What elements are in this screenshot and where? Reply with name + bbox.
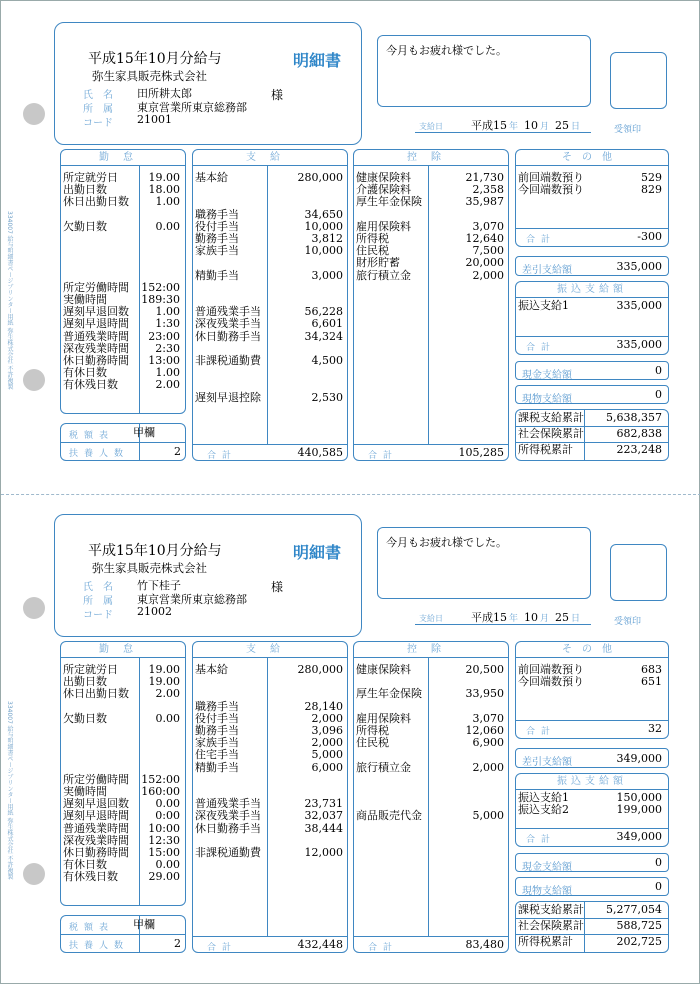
- message-box: 今月もお疲れ様でした。: [377, 35, 591, 107]
- day-unit: 日: [571, 614, 581, 624]
- attendance-value: 29.00: [148, 870, 180, 884]
- pay-year: 平成15: [471, 119, 507, 132]
- tax-box: [60, 423, 186, 461]
- attendance-label: 深夜残業時間: [63, 833, 129, 847]
- attendance-value: 0.00: [155, 797, 180, 811]
- side-print-text: 334007 給与明細書ページプリンター用紙 弥生株式会社 不許複製: [6, 701, 13, 880]
- meisai-label: 明細書: [293, 543, 342, 562]
- payments-total-label: 合計: [207, 451, 238, 461]
- payments-total-label: 合計: [207, 943, 238, 953]
- deduction-label: 厚生年金保険: [356, 195, 422, 209]
- employee-code: 21002: [137, 605, 172, 618]
- cash-pay-value: 0: [655, 364, 662, 377]
- cash-pay-label: 現金支給額: [522, 862, 572, 873]
- cumulative-value: 682,838: [616, 427, 662, 440]
- month-unit: 月: [540, 122, 550, 132]
- other-value: 529: [641, 171, 662, 184]
- transfer-label: 振込支給1: [518, 791, 569, 804]
- attendance-section: [60, 641, 186, 906]
- payments-total: 432,448: [297, 938, 343, 951]
- deductions-total-label: 合計: [368, 943, 399, 953]
- deduction-label: 所得税: [356, 724, 389, 737]
- transfer-value: 199,000: [616, 803, 662, 817]
- payslip-2: [1, 493, 700, 984]
- header-box: [54, 514, 362, 637]
- pay-date-label: 支給日: [419, 614, 443, 623]
- deduction-label: 厚生年金保険: [356, 687, 422, 701]
- attendance-value: 23:00: [148, 329, 180, 343]
- cash-pay-box: [515, 361, 669, 380]
- deduction-value: 12,060: [465, 724, 504, 737]
- payment-label: 勤務手当: [195, 724, 239, 737]
- attendance-label: 所定就労日: [63, 663, 118, 676]
- attendance-label: 遅刻早退時間: [63, 809, 129, 823]
- other-value: 651: [641, 675, 662, 689]
- payment-value: 6,601: [311, 317, 343, 331]
- code-label: コード: [83, 118, 113, 129]
- cumulative-value: 588,725: [616, 919, 662, 932]
- cash-pay-value: 0: [655, 856, 662, 869]
- payment-label: 遅刻早退控除: [195, 390, 261, 404]
- deduction-value: 21,730: [465, 171, 504, 184]
- deduction-value: 5,000: [472, 809, 504, 823]
- total-divider: [193, 444, 347, 445]
- tax-table-value: 甲欄: [133, 426, 155, 439]
- payments-header: 支給: [193, 642, 347, 658]
- deduction-label: 住民税: [356, 736, 389, 750]
- honorific: 様: [271, 88, 284, 102]
- other-label: 今回端数預り: [518, 675, 584, 689]
- pay-month: 10: [524, 611, 539, 624]
- cumulative-label: 課税支給累計: [518, 411, 584, 424]
- code-label: コード: [83, 610, 113, 621]
- deduction-value: 35,987: [465, 195, 504, 209]
- cash-pay-box: [515, 853, 669, 872]
- deduction-value: 6,900: [472, 736, 504, 750]
- payment-label: 基本給: [195, 171, 228, 184]
- other-value: 829: [641, 183, 662, 197]
- employee-code: 21001: [137, 113, 172, 126]
- dependents-value: 2: [174, 937, 181, 950]
- receipt-stamp-box: [610, 544, 667, 601]
- payment-value: 28,140: [304, 699, 343, 713]
- slip-title: 平成15年10月分給与: [88, 543, 222, 559]
- company-name: 弥生家具販売株式会社: [92, 561, 207, 575]
- pay-day: 25: [555, 119, 570, 132]
- attendance-value: 152:00: [141, 280, 180, 294]
- transfer-total-label: 合計: [526, 835, 557, 845]
- pay-date-label: 支給日: [419, 122, 443, 131]
- attendance-value: 0.00: [155, 858, 180, 872]
- receipt-label: 受領印: [614, 125, 642, 135]
- payment-value: 2,000: [311, 711, 343, 725]
- net-pay-value: 349,000: [616, 752, 662, 765]
- cumulative-value: 5,638,357: [606, 411, 662, 424]
- attendance-label: 所定労働時間: [63, 772, 129, 786]
- payment-value: 3,812: [311, 232, 343, 245]
- payment-label: 家族手当: [195, 736, 239, 750]
- net-pay-box: [515, 748, 669, 768]
- attendance-value: 1.00: [155, 195, 180, 209]
- payment-value: 34,324: [304, 329, 343, 343]
- tax-table-label: 税額表: [69, 923, 115, 933]
- deduction-label: 雇用保険料: [356, 711, 411, 725]
- attendance-label: 普通残業時間: [63, 821, 129, 835]
- attendance-label: 有休日数: [63, 366, 107, 380]
- payments-section: [192, 149, 348, 461]
- deduction-label: 商品販売代金: [356, 809, 422, 823]
- cash-pay-label: 現金支給額: [522, 370, 572, 381]
- attendance-label: 所定就労日: [63, 171, 118, 184]
- cumulative-value: 223,248: [616, 443, 662, 456]
- payment-label: 休日勤務手当: [195, 821, 261, 835]
- attendance-value: 1.00: [155, 366, 180, 380]
- total-divider: [193, 936, 347, 937]
- transfer-total: 349,000: [616, 830, 662, 843]
- receipt-label: 受領印: [614, 617, 642, 627]
- deduction-label: 住民税: [356, 244, 389, 258]
- year-unit: 年: [509, 122, 519, 132]
- attendance-label: 欠勤日数: [63, 711, 107, 725]
- transfer-label: 振込支給1: [518, 299, 569, 312]
- other-label: 前回端数預り: [518, 171, 584, 184]
- other-total-label: 合計: [526, 235, 557, 245]
- payment-label: 深夜残業手当: [195, 317, 261, 331]
- deduction-value: 12,640: [465, 232, 504, 245]
- other-label: 前回端数預り: [518, 663, 584, 676]
- payment-value: 38,444: [304, 821, 343, 835]
- month-unit: 月: [540, 614, 550, 624]
- payslip-1: [1, 1, 700, 493]
- deductions-total-label: 合計: [368, 451, 399, 461]
- attendance-value: 19.00: [148, 675, 180, 689]
- transfer-total: 335,000: [616, 338, 662, 351]
- dept-label: 所 属: [83, 596, 113, 607]
- attendance-value: 0:00: [155, 809, 180, 823]
- name-label: 氏 名: [83, 582, 113, 593]
- name-label: 氏 名: [83, 90, 113, 101]
- attendance-label: 遅刻早退時間: [63, 317, 129, 331]
- attendance-value: 2.00: [155, 687, 180, 701]
- tax-table-value: 甲欄: [133, 918, 155, 931]
- other-value: 683: [641, 663, 662, 676]
- deductions-section: [353, 149, 509, 461]
- deduction-label: 所得税: [356, 232, 389, 245]
- payment-value: 2,000: [311, 736, 343, 750]
- goods-pay-value: 0: [655, 880, 662, 893]
- dependents-label: 扶養人数: [69, 941, 130, 951]
- dependents-value: 2: [174, 445, 181, 458]
- goods-pay-box: [515, 877, 669, 896]
- attendance-value: 10:00: [148, 821, 180, 835]
- payment-label: 精勤手当: [195, 268, 239, 282]
- attendance-label: 休日出勤日数: [63, 195, 129, 209]
- year-unit: 年: [509, 614, 519, 624]
- message-box: 今月もお疲れ様でした。: [377, 527, 591, 599]
- payments-header: 支給: [193, 150, 347, 166]
- department: 東京営業所東京総務部: [137, 101, 247, 114]
- attendance-value: 1:30: [155, 317, 180, 331]
- total-divider: [516, 228, 668, 229]
- attendance-header: 勤怠: [61, 642, 185, 658]
- payment-label: 職務手当: [195, 207, 239, 221]
- cumulative-label: 社会保険累計: [518, 919, 584, 932]
- attendance-label: 出勤日数: [63, 675, 107, 689]
- payment-label: 勤務手当: [195, 232, 239, 245]
- payment-label: 深夜残業手当: [195, 809, 261, 823]
- payment-value: 3,096: [311, 724, 343, 737]
- attendance-label: 休日勤務時間: [63, 846, 129, 859]
- attendance-value: 152:00: [141, 772, 180, 786]
- net-pay-value: 335,000: [616, 260, 662, 273]
- column-divider: [584, 410, 585, 460]
- payment-value: 3,000: [311, 268, 343, 282]
- cumulative-label: 社会保険累計: [518, 427, 584, 440]
- deduction-label: 健康保険料: [356, 663, 411, 676]
- payment-label: 住宅手当: [195, 748, 239, 762]
- goods-pay-box: [515, 385, 669, 404]
- payment-label: 役付手当: [195, 219, 239, 233]
- attendance-label: 遅刻早退回数: [63, 797, 129, 811]
- attendance-label: 欠勤日数: [63, 219, 107, 233]
- column-divider: [139, 166, 140, 414]
- net-pay-box: [515, 256, 669, 276]
- day-unit: 日: [571, 122, 581, 132]
- attendance-label: 普通残業時間: [63, 329, 129, 343]
- payment-value: 280,000: [297, 663, 343, 676]
- payment-label: 普通残業手当: [195, 305, 261, 319]
- deductions-header: 控除: [354, 150, 508, 166]
- deductions-total: 105,285: [458, 446, 504, 459]
- total-divider: [516, 720, 668, 721]
- attendance-label: 有休残日数: [63, 378, 118, 392]
- deduction-value: 20,000: [465, 256, 504, 270]
- attendance-value: 160:00: [141, 785, 180, 798]
- transfer-total-label: 合計: [526, 343, 557, 353]
- total-divider: [354, 936, 508, 937]
- payment-value: 280,000: [297, 171, 343, 184]
- other-header: その他: [516, 642, 668, 658]
- cumulative-label: 所得税累計: [518, 443, 573, 456]
- payment-label: 非課税通勤費: [195, 846, 261, 859]
- goods-pay-label: 現物支給額: [522, 394, 572, 405]
- other-total: 32: [648, 722, 662, 735]
- pay-year: 平成15: [471, 611, 507, 624]
- deductions-total: 83,480: [465, 938, 504, 951]
- attendance-value: 1.00: [155, 305, 180, 319]
- other-label: 今回端数預り: [518, 183, 584, 197]
- cumulative-value: 202,725: [616, 935, 662, 948]
- transfer-section: [515, 281, 669, 355]
- payment-label: 休日勤務手当: [195, 329, 261, 343]
- payment-value: 32,037: [304, 809, 343, 823]
- row-divider: [61, 442, 185, 443]
- deductions-section: [353, 641, 509, 953]
- column-divider: [267, 658, 268, 936]
- deduction-value: 3,070: [472, 219, 504, 233]
- attendance-label: 休日勤務時間: [63, 354, 129, 367]
- other-header: その他: [516, 150, 668, 166]
- attendance-value: 18.00: [148, 183, 180, 197]
- payment-label: 職務手当: [195, 699, 239, 713]
- deduction-value: 3,070: [472, 711, 504, 725]
- cumulative-label: 課税支給累計: [518, 903, 584, 916]
- attendance-value: 12:30: [148, 833, 180, 847]
- tax-box: [60, 915, 186, 953]
- total-divider: [354, 444, 508, 445]
- attendance-label: 実働時間: [63, 785, 107, 798]
- attendance-label: 実働時間: [63, 293, 107, 306]
- dept-label: 所 属: [83, 104, 113, 115]
- payments-section: [192, 641, 348, 953]
- transfer-label: 振込支給2: [518, 803, 569, 817]
- payment-value: 10,000: [304, 244, 343, 258]
- transfer-header: 振込支給額: [516, 774, 668, 790]
- pay-date-value: [471, 609, 580, 625]
- attendance-value: 0.00: [155, 711, 180, 725]
- deduction-value: 2,000: [472, 268, 504, 282]
- payment-value: 34,650: [304, 207, 343, 221]
- pay-date: [415, 117, 591, 133]
- pay-day: 25: [555, 611, 570, 624]
- other-total-label: 合計: [526, 727, 557, 737]
- header-box: [54, 22, 362, 145]
- attendance-label: 有休日数: [63, 858, 107, 872]
- dependents-label: 扶養人数: [69, 449, 130, 459]
- goods-pay-label: 現物支給額: [522, 886, 572, 897]
- attendance-value: 13:00: [148, 354, 180, 367]
- payment-value: 10,000: [304, 219, 343, 233]
- payment-label: 非課税通勤費: [195, 354, 261, 367]
- net-pay-label: 差引支給額: [522, 265, 572, 276]
- deduction-value: 2,358: [472, 183, 504, 197]
- payment-label: 普通残業手当: [195, 797, 261, 811]
- other-section: [515, 149, 669, 247]
- attendance-value: 189:30: [141, 293, 180, 306]
- transfer-value: 150,000: [616, 791, 662, 804]
- row-divider: [61, 934, 185, 935]
- payment-value: 4,500: [311, 354, 343, 367]
- attendance-section: [60, 149, 186, 414]
- deduction-label: 健康保険料: [356, 171, 411, 184]
- total-divider: [516, 828, 668, 829]
- payment-value: 12,000: [304, 846, 343, 859]
- payment-label: 基本給: [195, 663, 228, 676]
- attendance-value: 2.00: [155, 378, 180, 392]
- attendance-label: 所定労働時間: [63, 280, 129, 294]
- department: 東京営業所東京総務部: [137, 593, 247, 606]
- employee-name: 田所耕太郎: [137, 87, 192, 100]
- deduction-label: 雇用保険料: [356, 219, 411, 233]
- payment-label: 家族手当: [195, 244, 239, 258]
- honorific: 様: [271, 580, 284, 594]
- deduction-value: 33,950: [465, 687, 504, 701]
- payments-total: 440,585: [297, 446, 343, 459]
- column-divider: [139, 658, 140, 906]
- attendance-label: 深夜残業時間: [63, 341, 129, 355]
- transfer-header: 振込支給額: [516, 282, 668, 298]
- attendance-value: 15:00: [148, 846, 180, 859]
- deduction-value: 20,500: [465, 663, 504, 676]
- attendance-label: 出勤日数: [63, 183, 107, 197]
- column-divider: [428, 658, 429, 936]
- cumulative-label: 所得税累計: [518, 935, 573, 948]
- side-print-text: 334007 給与明細書ページプリンター用紙 弥生株式会社 不許複製: [6, 211, 13, 390]
- transfer-section: [515, 773, 669, 847]
- deduction-value: 2,000: [472, 760, 504, 774]
- cumulative-section: [515, 409, 669, 461]
- payment-value: 56,228: [304, 305, 343, 319]
- deduction-label: 介護保険料: [356, 183, 411, 197]
- attendance-value: 19.00: [148, 663, 180, 676]
- pay-date: [415, 609, 591, 625]
- deductions-header: 控除: [354, 642, 508, 658]
- tax-table-label: 税額表: [69, 431, 115, 441]
- column-divider: [584, 902, 585, 952]
- slip-title: 平成15年10月分給与: [88, 51, 222, 67]
- deduction-value: 7,500: [472, 244, 504, 258]
- total-divider: [516, 336, 668, 337]
- pay-month: 10: [524, 119, 539, 132]
- payment-value: 6,000: [311, 760, 343, 774]
- other-section: [515, 641, 669, 739]
- attendance-value: 19.00: [148, 171, 180, 184]
- other-total: -300: [637, 230, 662, 243]
- pay-date-value: [471, 117, 580, 133]
- payment-value: 23,731: [304, 797, 343, 811]
- receipt-stamp-box: [610, 52, 667, 109]
- meisai-label: 明細書: [293, 51, 342, 70]
- attendance-label: 遅刻早退回数: [63, 305, 129, 319]
- deduction-label: 財形貯蓄: [356, 256, 400, 270]
- deduction-label: 旅行積立金: [356, 760, 411, 774]
- deduction-label: 旅行積立金: [356, 268, 411, 282]
- column-divider: [428, 166, 429, 444]
- company-name: 弥生家具販売株式会社: [92, 69, 207, 83]
- transfer-value: 335,000: [616, 299, 662, 312]
- attendance-header: 勤怠: [61, 150, 185, 166]
- column-divider: [267, 166, 268, 444]
- payment-label: 役付手当: [195, 711, 239, 725]
- attendance-value: 2:30: [155, 341, 180, 355]
- payment-value: 5,000: [311, 748, 343, 762]
- net-pay-label: 差引支給額: [522, 757, 572, 768]
- payment-value: 2,530: [311, 390, 343, 404]
- attendance-value: 0.00: [155, 219, 180, 233]
- goods-pay-value: 0: [655, 388, 662, 401]
- cumulative-section: [515, 901, 669, 953]
- employee-name: 竹下桂子: [137, 579, 181, 592]
- payment-label: 精勤手当: [195, 760, 239, 774]
- attendance-label: 有休残日数: [63, 870, 118, 884]
- cumulative-value: 5,277,054: [606, 903, 662, 916]
- attendance-label: 休日出勤日数: [63, 687, 129, 701]
